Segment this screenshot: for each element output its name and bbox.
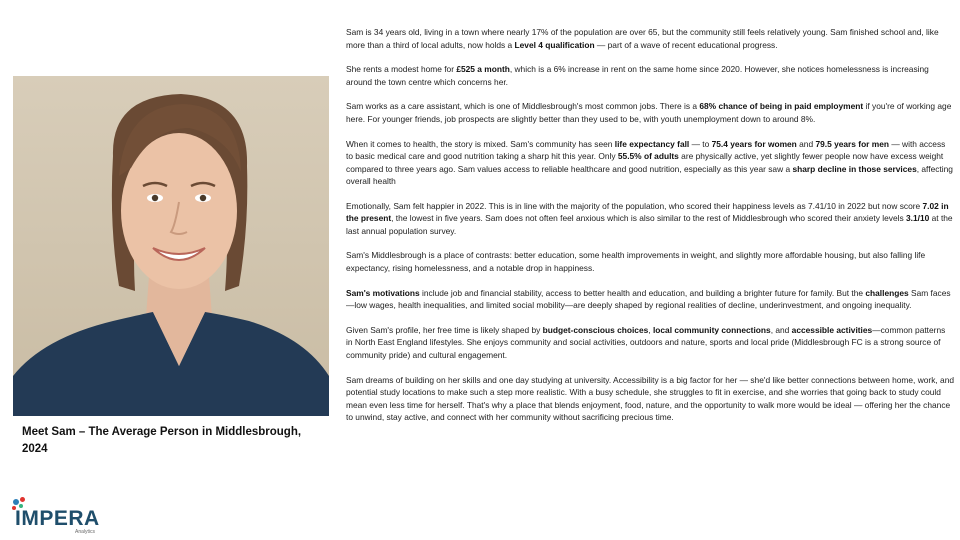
body-text: — part of a wave of recent educational progress. <box>594 39 778 50</box>
emphasis-text: budget-conscious choices <box>542 324 649 335</box>
portrait-photo <box>13 76 329 416</box>
profile-text <box>346 26 954 436</box>
body-text: and <box>796 138 816 149</box>
body-text: Sam works as a care assistant, which is one of Middlesbrough's most common jobs. There is a <box>346 101 700 112</box>
profile-paragraph <box>346 324 954 362</box>
body-text: at the last annual population survey. <box>346 213 953 236</box>
body-text: , the lowest in five years. Sam does not often feel anxious which is also similar to the rest of Middlesbrough who scored their anxiety levels <box>391 213 907 224</box>
emphasis-text: local community connections <box>652 324 771 335</box>
body-text: Sam is 34 years old, living in a town where nearly 17% of the population are over 65, but the community still feels relatively young. Sam finished school and, like more than a third of local adults, now holds a <box>346 27 939 50</box>
body-text: Given Sam's profile, her free time is likely shaped by <box>346 324 543 335</box>
body-text: , affecting overall health <box>346 163 953 187</box>
profile-paragraph <box>346 249 954 274</box>
body-text: —common patterns in North East England lifestyles. She enjoys community and social activities, outdoors and nature, sports and local pride (Middlesbrough FC is a strong source of community pride) and cultural engagement. <box>346 324 946 360</box>
emphasis-text: 3.1/10 <box>906 213 930 224</box>
profile-paragraph <box>346 374 954 424</box>
emphasis-text: challenges <box>865 287 909 298</box>
emphasis-text: 7.02 in the present <box>346 200 949 224</box>
emphasis-text: accessible activities <box>791 324 873 335</box>
emphasis-text: £525 a month <box>456 64 510 75</box>
body-text: , and <box>770 324 792 335</box>
emphasis-text: life expectancy fall <box>614 138 690 149</box>
logo-wordmark: IMPERA <box>15 507 100 530</box>
emphasis-text: sharp decline in those services <box>792 163 917 174</box>
logo-subtitle: Analytics <box>75 529 96 535</box>
profile-paragraph <box>346 100 954 125</box>
photo-caption: Meet Sam – The Average Person in Middlesbrough, 2024 <box>22 426 302 455</box>
body-text: Sam faces—low wages, health inequalities, and limited social mobility—are deeply shaped by regional realities of decline, underinvestment, and ongoing inequality. <box>346 287 951 311</box>
body-text: if you're of working age here. For younger friends, job prospects are slightly better than they used to be, with youth unemployment down to around 8%. <box>346 101 952 124</box>
profile-paragraph <box>346 287 954 312</box>
body-text: are physically active, yet slightly fewer people now have excess weight compared to three years ago. Sam values access to reliable healthcare and good nutrition, especially as this year saw a <box>346 151 944 174</box>
body-text: She rents a modest home for <box>346 64 457 75</box>
emphasis-text: 79.5 years for men <box>815 138 889 149</box>
profile-paragraph <box>346 26 954 51</box>
emphasis-text: Level 4 qualification <box>514 39 595 50</box>
body-text: Sam dreams of building on her skills and one day studying at university. Accessibility is a big factor for her — she'd like better connections between home, work, and potential study locations to make such a step more realistic. With a busy schedule, she struggles to fit in exercise, and she worries that going back to study could mean even less time for herself. That's why a place that blends enjoyment, food, nature, and the opportunity to walk more would be ideal — offering her the chance to unwind, stay active, and connect with her community without sacrificing precious time. <box>346 374 955 422</box>
profile-paragraph <box>346 138 954 188</box>
emphasis-text: Sam's motivations <box>346 287 420 298</box>
body-text: Emotionally, Sam felt happier in 2022. This is in line with the majority of the population, who scored their happiness levels as 7.41/10 in 2022 but now score <box>346 200 923 211</box>
emphasis-text: 68% chance of being in paid employment <box>699 101 864 112</box>
emphasis-text: 55.5% of adults <box>617 151 679 162</box>
body-text: When it comes to health, the story is mixed. Sam's community has seen <box>346 138 615 149</box>
impera-logo <box>11 497 111 535</box>
body-text: — with access to basic medical care and good nutrition taking a sharp hit this year. Only <box>346 138 946 162</box>
body-text: Sam's Middlesbrough is a place of contrasts: better education, some health improvements in weight, and slightly more affordable housing, but also falling life expectancy, rising homelessness, and a notable drop in happiness. <box>346 250 926 273</box>
emphasis-text: 75.4 years for women <box>711 138 797 149</box>
body-text: — to <box>689 138 712 149</box>
profile-paragraph <box>346 200 954 238</box>
profile-paragraph <box>346 63 954 88</box>
portrait-illustration <box>13 76 329 416</box>
body-text: , which is a 6% increase in rent on the same home since 2020. However, she notices homelessness is increasing around the town centre which concerns her. <box>346 64 929 87</box>
body-text: include job and financial stability, access to better health and education, and building a brighter future for family. But the <box>419 287 866 298</box>
body-text: , <box>648 324 653 335</box>
